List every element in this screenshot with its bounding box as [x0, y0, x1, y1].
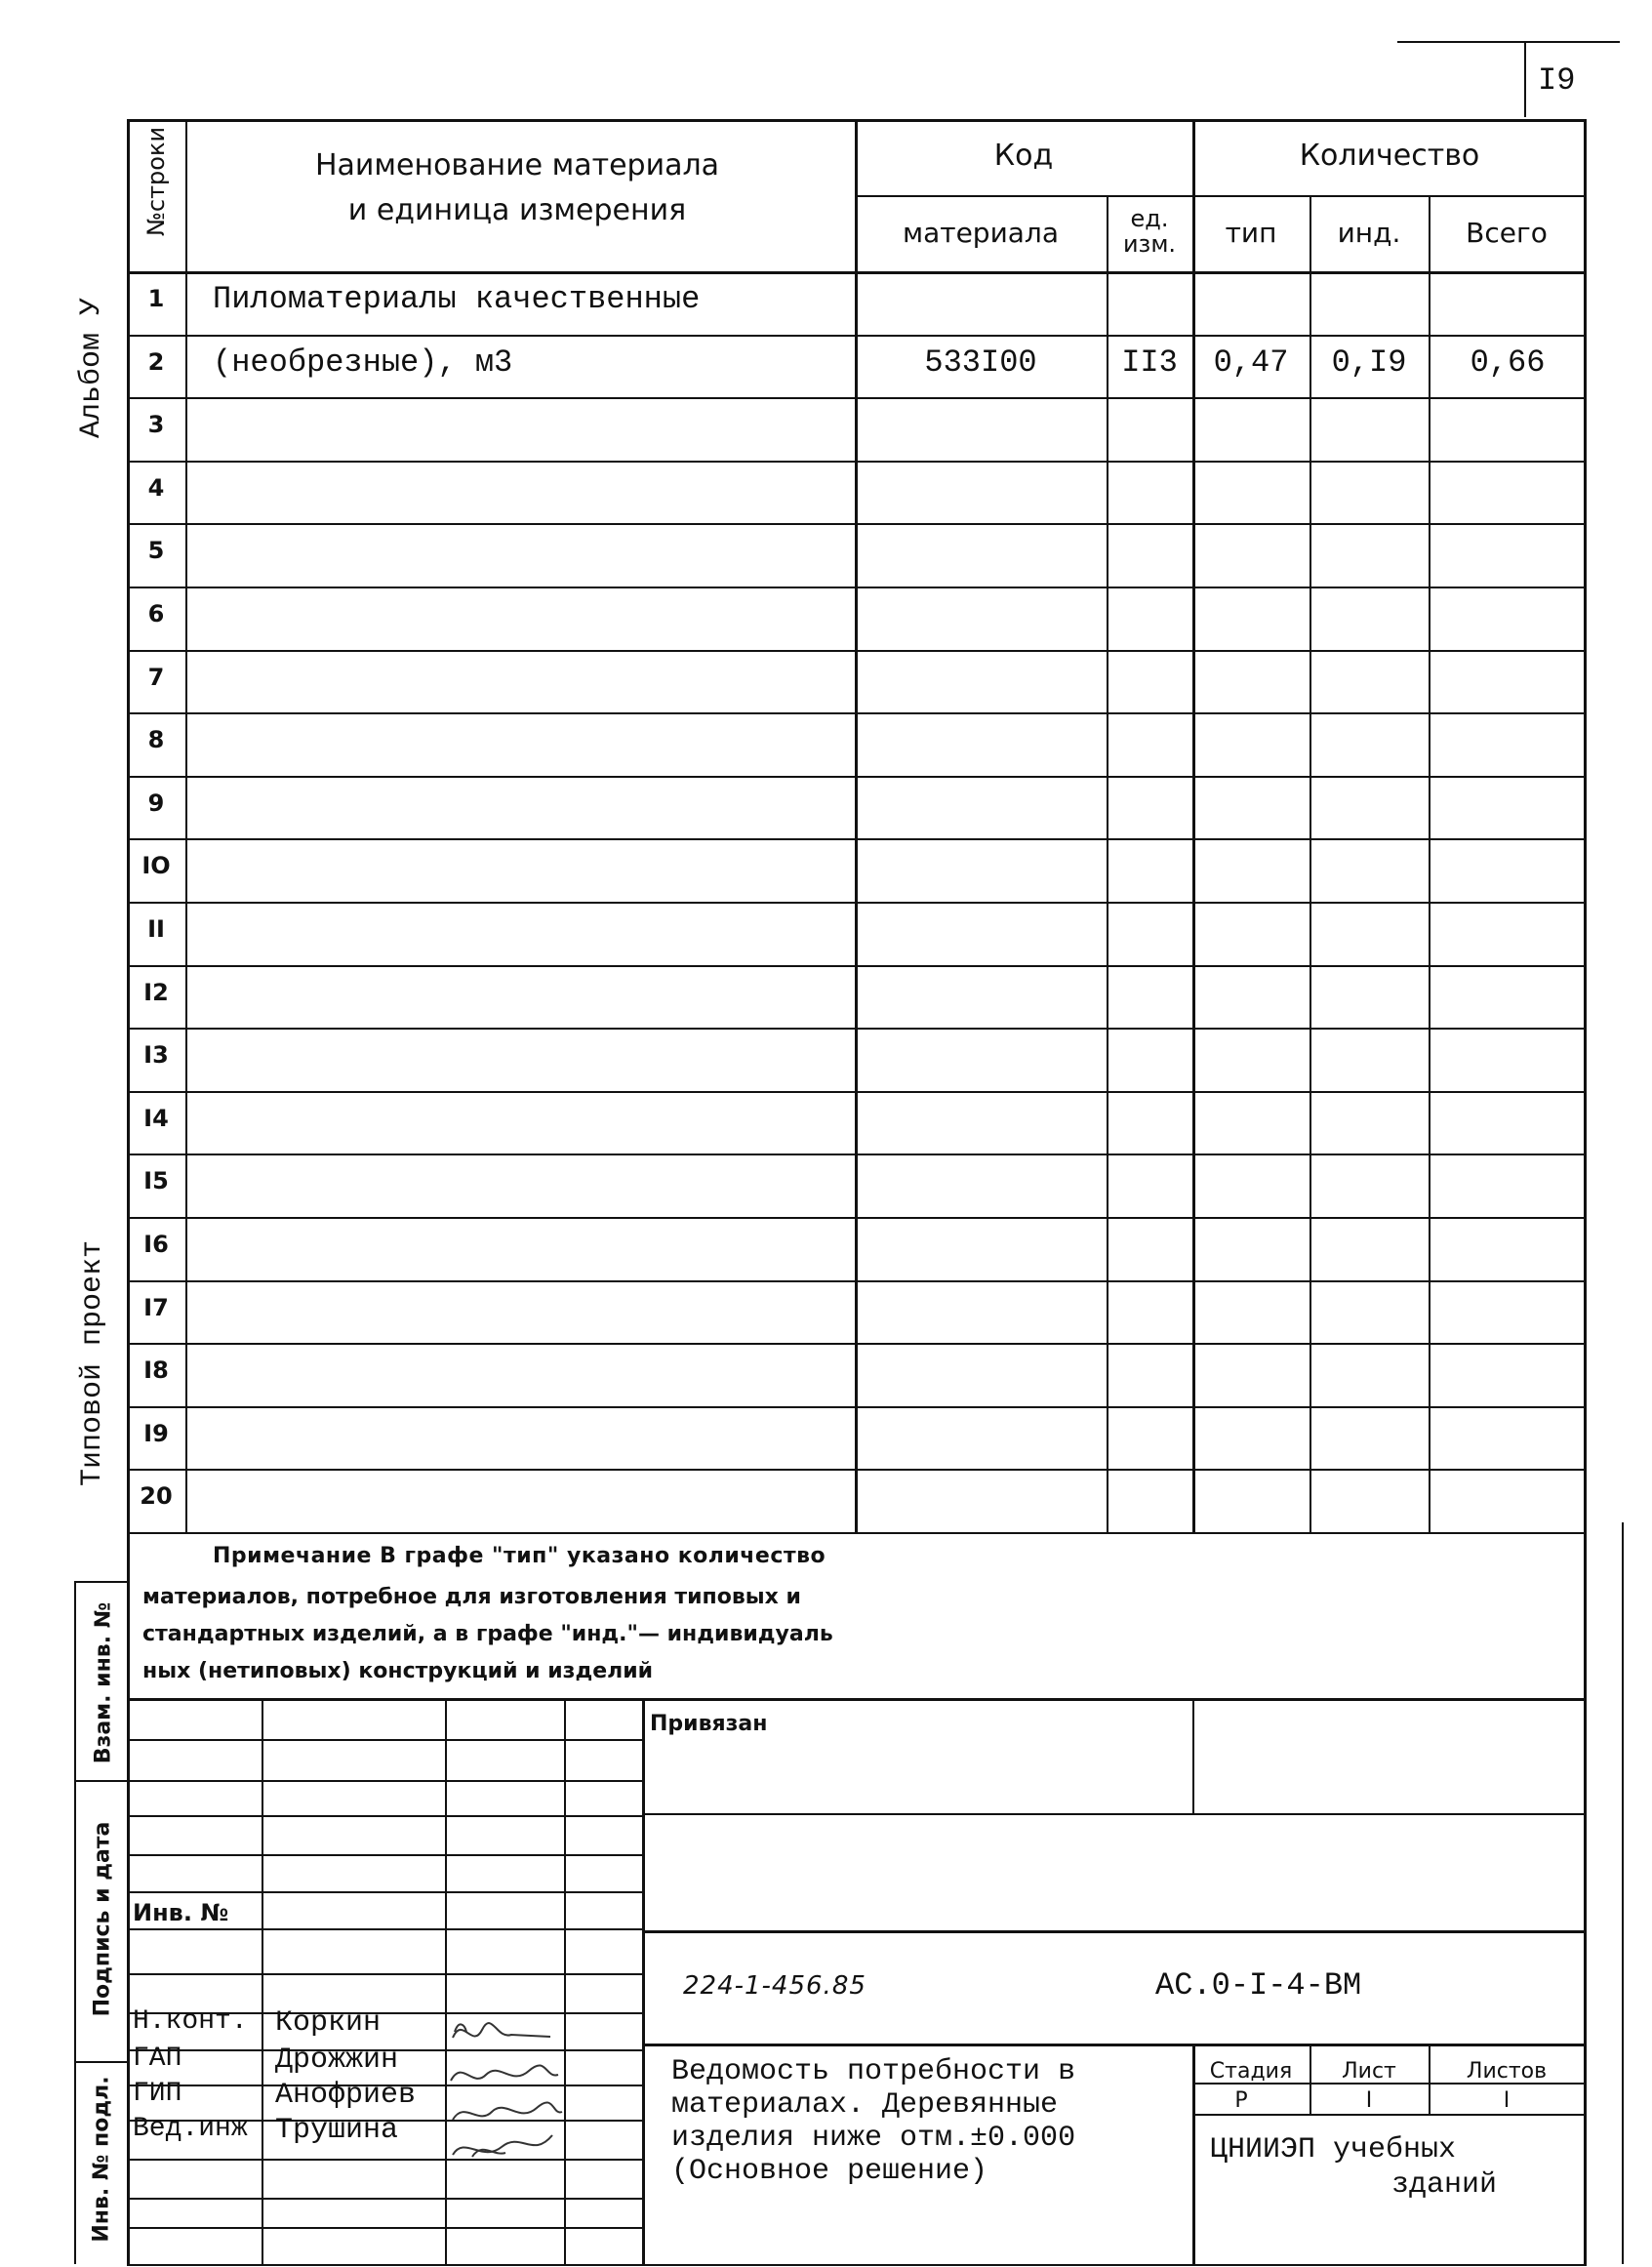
row-number: 2 [147, 347, 165, 376]
row-number: I9 [143, 1419, 169, 1447]
side-label-vzam-inv: Взам. инв. № [91, 1601, 116, 1764]
header-unit-line1: ед. [1130, 205, 1169, 232]
row-number: 5 [147, 537, 165, 565]
signer-role: Н.конт. [133, 2006, 248, 2037]
row-number: I3 [143, 1041, 169, 1070]
header-unit-line2: изм. [1122, 230, 1177, 258]
header-quantity: Количество [1299, 139, 1480, 173]
signer-name: Анофриев [275, 2079, 417, 2112]
organization-line2: зданий [1391, 2168, 1498, 2202]
side-label-album: Альбом У [75, 297, 108, 439]
row-number: 3 [147, 411, 165, 439]
sheet-label: Лист [1342, 2059, 1396, 2084]
signer-role: ГИП [133, 2079, 182, 2109]
row-name: (необрезные), м3 [213, 344, 513, 381]
doc-title-line1: Ведомость потребности в [671, 2055, 1076, 2088]
signer-role: ГАП [133, 2044, 182, 2074]
row-number: I7 [143, 1293, 169, 1321]
sheet-value: I [1365, 2088, 1373, 2113]
side-label-podpis-data: Подпись и дата [90, 1821, 115, 2017]
row-number: I5 [143, 1167, 169, 1195]
doc-title-line4: (Основное решение) [671, 2155, 988, 2188]
row-number: I6 [143, 1231, 169, 1258]
row-number: 8 [147, 726, 165, 754]
header-name-line1: Наименование материала [314, 148, 720, 182]
note-line3: стандартных изделий, а в графе "инд."— индивидуаль [142, 1622, 833, 1646]
signer-name: Дрожжин [275, 2044, 399, 2077]
header-code: Код [993, 139, 1054, 173]
row-number: 7 [147, 663, 165, 691]
signatures-image [443, 2010, 580, 2206]
row-unit: II3 [1121, 344, 1178, 381]
signer-name: Трушина [275, 2114, 399, 2147]
sheet-number: I9 [1538, 62, 1576, 99]
side-label-inv-podl: Инв. № подл. [89, 2076, 114, 2243]
designation: АС.0-I-4-ВМ [1155, 1967, 1362, 2004]
row-number: 9 [147, 789, 165, 817]
row-number: II [147, 915, 165, 943]
stage-value: Р [1234, 2088, 1248, 2113]
side-label-project: Типовой проект [76, 1239, 109, 1487]
header-material: материала [902, 217, 1059, 249]
row-number: I2 [143, 978, 169, 1006]
doc-title-line3: изделия ниже отм.±0.000 [671, 2122, 1076, 2155]
row-number: 20 [140, 1482, 173, 1511]
row-number: 4 [147, 473, 165, 502]
sheets-label: Листов [1466, 2059, 1548, 2084]
row-ind: 0,I9 [1331, 344, 1407, 381]
row-name: Пиломатериалы качественные [213, 281, 701, 317]
sheets-value: I [1503, 2088, 1511, 2113]
project-code: 224-1-456.85 [683, 1971, 866, 2001]
signer-role: Вед.инж [133, 2114, 248, 2144]
row-number: IO [141, 852, 171, 880]
row-number: 6 [147, 600, 165, 627]
row-number: I8 [143, 1356, 169, 1385]
note-line2: материалов, потребное для изготовления типовых и [142, 1585, 801, 1609]
privyazan-label: Привязан [650, 1712, 768, 1736]
row-number: I4 [143, 1104, 169, 1132]
note-line4: ных (нетиповых) конструкций и изделий [142, 1659, 654, 1683]
header-type: тип [1225, 217, 1277, 249]
header-name-line2: и единица измерения [347, 193, 687, 227]
header-total: Всего [1466, 217, 1548, 249]
note-line1: Примечание В графе "тип" указано количество [213, 1544, 826, 1568]
inv-no-label: Инв. № [133, 1899, 229, 1926]
row-total: 0,66 [1470, 344, 1546, 381]
row-number: 1 [147, 285, 165, 312]
row-type: 0,47 [1213, 344, 1289, 381]
signer-name: Коркин [275, 2006, 382, 2040]
stage-label: Стадия [1209, 2059, 1293, 2084]
row-code: 533I00 [924, 344, 1037, 381]
header-row-number: №строки [142, 126, 170, 237]
header-ind: инд. [1337, 217, 1401, 249]
organization-line1: ЦНИИЭП учебных [1210, 2133, 1457, 2166]
doc-title-line2: материалах. Деревянные [671, 2088, 1059, 2122]
